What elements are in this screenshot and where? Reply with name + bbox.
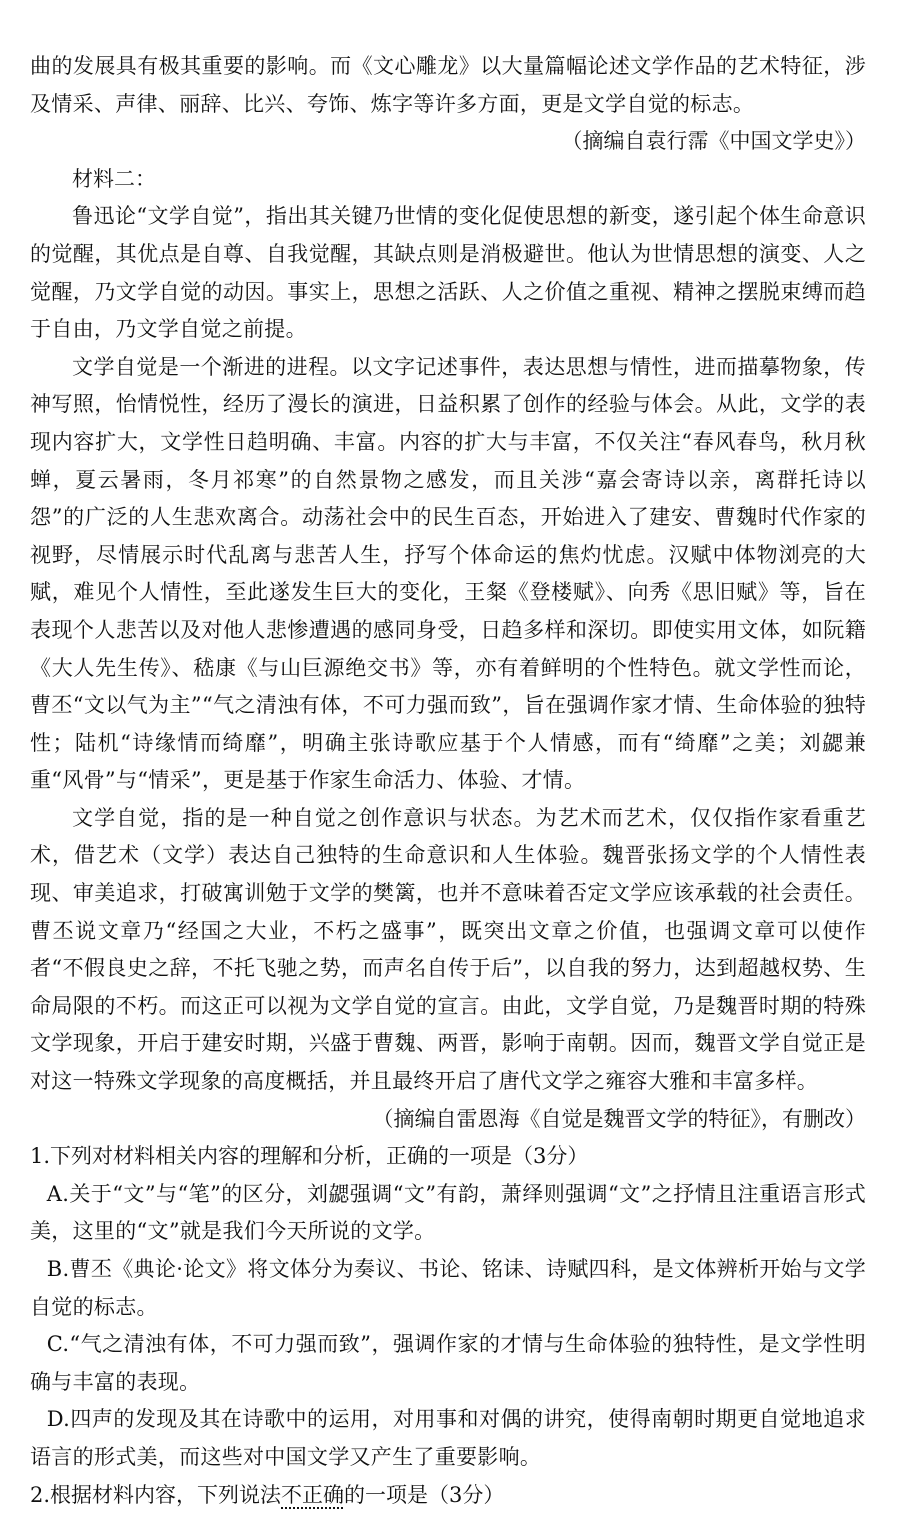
question-2-emphasis: 不正确	[281, 1482, 345, 1507]
question-1-option-c: C.“气之清浊有体，不可力强而致”，强调作家的才情与生命体验的独特性，是文学性明确与丰富的表现。	[30, 1332, 866, 1394]
material-two-paragraph-1: 鲁迅论“文学自觉”，指出其关键乃世情的变化促使思想的新变，遂引起个体生命意识的觉醒，其优点是自尊、自我觉醒，其缺点则是消极避世。他认为世情思想的演变、人之觉醒，乃文学自觉的动因。事实上，思想之活跃、人之价值之重视、精神之摆脱束缚而趋于自由，乃文学自觉之前提。	[30, 204, 866, 342]
question-2-stem-after: 的一项是（3分）	[344, 1482, 505, 1507]
question-1-option-d: D.四声的发现及其在诗歌中的运用，对用事和对偶的讲究，使得南朝时期更自觉地追求语言的形式美，而这些对中国文学又产生了重要影响。	[30, 1407, 866, 1469]
question-1-option-a: A.关于“文”与“笔”的区分，刘勰强调“文”有韵，萧绎则强调“文”之抒情且注重语言形式美，这里的“文”就是我们今天所说的文学。	[30, 1181, 866, 1244]
material-two-label: 材料二：	[72, 166, 156, 191]
question-1-option-b: B.曹丕《典论·论文》将文体分为奏议、书论、铭诔、诗赋四科，是文体辨析开始与文学自觉的标志。	[30, 1257, 866, 1319]
material-two-source: （摘编自雷恩海《自觉是魏晋文学的特征》，有删改）	[372, 1106, 866, 1131]
material-one-ending-paragraph: 曲的发展具有极其重要的影响。而《文心雕龙》以大量篇幅论述文学作品的艺术特征，涉及情采、声律、丽辞、比兴、夸饰、炼字等许多方面，更是文学自觉的标志。	[30, 54, 866, 116]
question-2-stem	[30, 1477, 866, 1514]
material-one-source: （摘编自袁行霈《中国文学史》）	[561, 129, 866, 154]
material-two-paragraph-2: 文学自觉是一个渐进的进程。以文字记述事件，表达思想与情性，进而描摹物象，传神写照，怡情悦性，经历了漫长的演进，日益积累了创作的经验与体会。从此，文学的表现内容扩大，文学性日趋明确、丰富。内容的扩大与丰富，不仅关注“春风春鸟，秋月秋蝉，夏云暑雨，冬月祁寒”的自然景物之感发，而且关涉“嘉会寄诗以亲，离群托诗以怨”的广泛的人生悲欢离合。动荡社会中的民生百态，开始进入了建安、曹魏时代作家的视野，尽情展示时代乱离与悲苦人生，抒写个体命运的焦灼忧虑。汉赋中体物浏亮的大赋，难见个人情性，至此遂发生巨大的变化，王粲《登楼赋》、向秀《思旧赋》等，旨在表现个人悲苦以及对他人悲惨遭遇的感同身受，日趋多样和深切。即使实用文体，如阮籍《大人先生传》、嵇康《与山巨源绝交书》等，亦有着鲜明的个性特色。就文学性而论，曹丕“文以气为主”“气之清浊有体，不可力强而致”，旨在强调作家才情、生命体验的独特性；陆机“诗缘情而绮靡”，明确主张诗歌应基于个人情感，而有“绮靡”之美；刘勰兼重“风骨”与“情采”，更是基于作家生命活力、体验、才情。	[30, 354, 866, 793]
question-2-stem-before: 2.根据材料内容，下列说法	[30, 1482, 282, 1507]
material-two-paragraph-3: 文学自觉，指的是一种自觉之创作意识与状态。为艺术而艺术，仅仅指作家看重艺术，借艺术（文学）表达自己独特的生命意识和人生体验。魏晋张扬文学的个人情性表现、审美追求，打破寓训勉于文学的樊篱，也并不意味着否定文学应该承载的社会责任。曹丕说文章乃“经国之大业，不朽之盛事”，既突出文章之价值，也强调文章可以使作者“不假良史之辞，不托飞驰之势，而声名自传于后”，以自我的努力，达到超越权势、生命局限的不朽。而这正可以视为文学自觉的宣言。由此，文学自觉，乃是魏晋时期的特殊文学现象，开启于建安时期，兴盛于曹魏、两晋，影响于南朝。因而，魏晋文学自觉正是对这一特殊文学现象的高度概括，并且最终开启了唐代文学之雍容大雅和丰富多样。	[30, 805, 866, 1094]
question-1-stem: 1.下列对材料相关内容的理解和分析，正确的一项是（3分）	[30, 1144, 589, 1169]
